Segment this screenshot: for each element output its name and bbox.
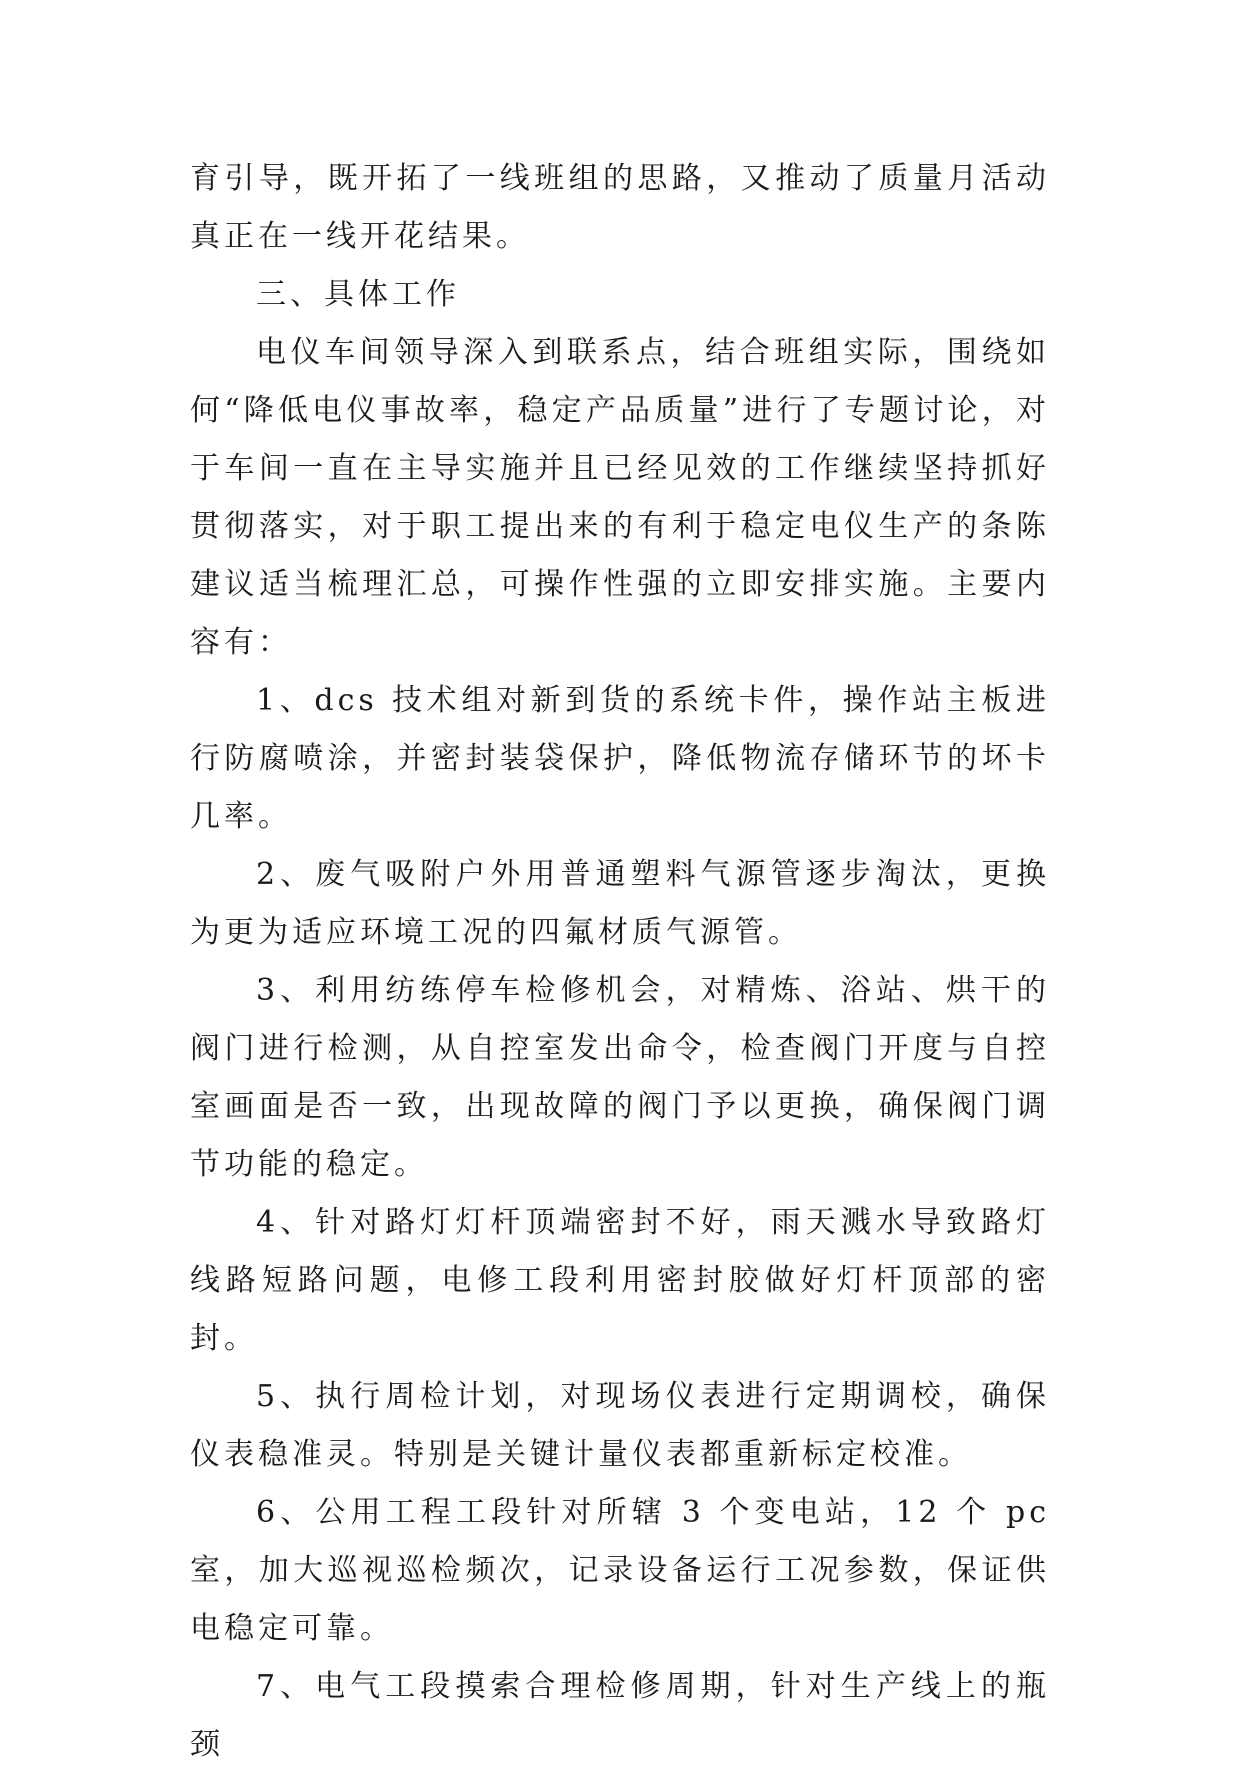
list-item: 4、针对路灯灯杆顶端密封不好，雨天溅水导致路灯线路短路问题，电修工段利用密封胶做好灯杆顶部的密封。 bbox=[190, 1205, 1050, 1356]
paragraph-intro: 电仪车间领导深入到联系点，结合班组实际，围绕如何“降低电仪事故率，稳定产品质量”进行了专题讨论，对于车间一直在主导实施并且已经见效的工作继续坚持抓好贯彻落实，对于职工提出来的有利于稳定电仪生产的条陈建议适当梳理汇总，可操作性强的立即安排实施。主要内容有： bbox=[190, 335, 1050, 660]
list-item: 1、dcs 技术组对新到货的系统卡件，操作站主板进行防腐喷涂，并密封装袋保护，降低物流存储环节的坏卡几率。 bbox=[190, 683, 1050, 834]
list-item: 6、公用工程工段针对所辖 3 个变电站，12 个 pc 室，加大巡视巡检频次，记录设备运行工况参数，保证供电稳定可靠。 bbox=[190, 1495, 1050, 1646]
paragraph-continuation: 育引导，既开拓了一线班组的思路，又推动了质量月活动真正在一线开花结果。 bbox=[190, 161, 1050, 254]
section-heading: 三、具体工作 bbox=[256, 277, 460, 312]
list-item: 3、利用纺练停车检修机会，对精炼、浴站、烘干的阀门进行检测，从自控室发出命令，检查阀门开度与自控室画面是否一致，出现故障的阀门予以更换，确保阀门调节功能的稳定。 bbox=[190, 973, 1050, 1182]
document-page bbox=[190, 150, 1050, 1774]
list-item: 5、执行周检计划，对现场仪表进行定期调校，确保仪表稳准灵。特别是关键计量仪表都重新标定校准。 bbox=[190, 1379, 1050, 1472]
list-item: 2、废气吸附户外用普通塑料气源管逐步淘汰，更换为更为适应环境工况的四氟材质气源管。 bbox=[190, 857, 1050, 950]
list-item: 7、电气工段摸索合理检修周期，针对生产线上的瓶颈 bbox=[190, 1669, 1050, 1762]
